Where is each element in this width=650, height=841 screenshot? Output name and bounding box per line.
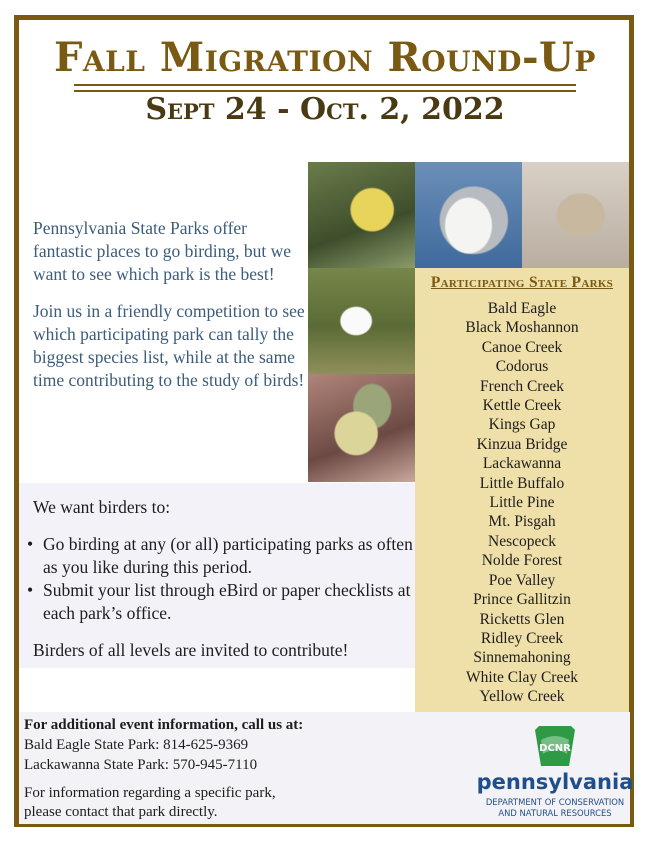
red-eyed-vireo-photo [308,374,415,482]
herring-gull-photo [415,162,522,268]
title-underline [74,84,576,86]
department-line-1: DEPARTMENT OF CONSERVATION [485,797,625,807]
instructions-closing: Birders of all levels are invited to contribute! [33,640,349,660]
great-egret-photo [308,268,415,374]
park-item: Lackawanna [482,455,562,473]
department-line-2: AND NATURAL RESOURCES [498,808,612,818]
park-item: Ricketts Glen [479,610,565,628]
dcnr-keystone-icon [533,724,577,768]
event-title: Fall Migration Round-Up [54,34,596,81]
bullet-icon: • [27,580,34,600]
park-item: French Creek [480,377,564,395]
intro-text [33,217,308,406]
park-item: Yellow Creek [479,688,565,706]
contact-heading: For additional event information, call us at: [24,717,304,733]
bullet-icon: • [27,534,34,554]
park-item: Kings Gap [488,416,556,434]
park-item: White Clay Creek [466,668,578,686]
instructions-list [27,533,415,625]
park-item: Sinnemahoning [473,649,571,667]
instruction-item [27,533,415,579]
park-item: Kinzua Bridge [476,435,568,453]
parks-list [415,299,629,707]
birder-instructions-box [19,483,415,668]
sandpiper-photo [522,162,629,268]
park-item: Prince Gallitzin [473,591,571,609]
park-item: Bald Eagle [487,300,557,317]
park-item: Codorus [495,358,549,376]
instructions-lead: We want birders to: [33,497,171,517]
pennsylvania-wordmark: pennsylvania [476,770,634,794]
contact-phone-lackawanna: Lackawanna State Park: 570-945-7110 [24,757,258,773]
park-item: Ridley Creek [480,629,564,647]
intro-paragraph-2: Join us in a friendly competition to see which participating park can tally the biggest species list, while at the same time contributing to the study of birds! [33,301,305,390]
park-item: Canoe Creek [481,338,563,356]
contact-phone-bald-eagle: Bald Eagle State Park: 814-625-9369 [24,737,249,753]
park-item: Nescopeck [488,532,556,550]
intro-paragraph-1: Pennsylvania State Parks offer fantastic places to go birding, but we want to see which park is the best! [33,218,292,284]
contact-note-line-2: please contact that park directly. [24,804,218,820]
park-item: Poe Valley [488,571,556,589]
park-item: Black Moshannon [465,319,579,337]
parks-heading: Participating State Parks [430,274,614,291]
park-item: Little Pine [489,494,555,512]
instruction-item [27,579,415,625]
contact-note-line-1: For information regarding a specific park, [24,785,276,801]
park-item: Mt. Pisgah [488,513,556,531]
park-item: Kettle Creek [482,397,562,415]
park-item: Little Buffalo [479,474,565,492]
department-name [474,797,636,819]
park-item: Nolde Forest [481,552,563,570]
instruction-text: Go birding at any (or all) participating parks as often as you like during this period. [43,534,413,577]
participating-parks-panel [415,268,629,712]
instruction-text: Submit your list through eBird or paper checklists at each park’s office. [43,580,411,623]
dcnr-logo-text: DCNR [539,743,571,754]
yellow-warbler-photo [308,162,415,268]
event-dates: Sept 24 - Oct. 2, 2022 [145,92,505,127]
